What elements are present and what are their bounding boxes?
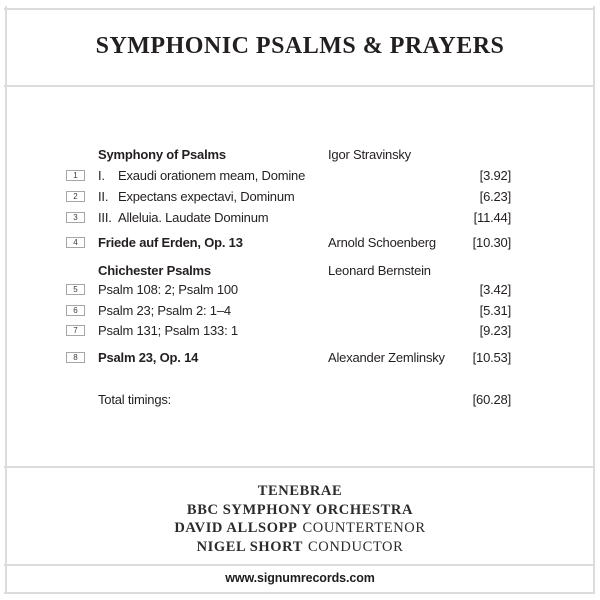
track-number: 2 (73, 192, 78, 201)
track-title: Psalm 23; Psalm 2: 1–4 (98, 303, 231, 318)
track-timing: [6.23] (479, 189, 511, 204)
composer-name: Alexander Zemlinsky (328, 350, 445, 365)
track-number: 8 (73, 353, 78, 362)
track-row (66, 324, 511, 338)
work-title: Chichester Psalms (98, 263, 211, 278)
performer-name: TENEBRAE (257, 483, 343, 499)
performer-role: CONDUCTOR (308, 538, 404, 555)
frame-bottom-line (4, 592, 595, 594)
work-heading-row (66, 264, 511, 278)
track-number: 1 (73, 171, 78, 180)
track-title: Alleluia. Laudate Dominum (118, 210, 269, 225)
track-number: 7 (73, 326, 78, 335)
track-row (66, 169, 511, 183)
track-title: Psalm 108: 2; Psalm 100 (98, 282, 238, 297)
performer-name: NIGEL SHORT (196, 538, 304, 555)
track-number: 6 (73, 306, 78, 315)
performer-line (0, 519, 600, 538)
work-heading-row (66, 148, 511, 162)
track-timing: [3.92] (479, 168, 511, 183)
work-title: Symphony of Psalms (98, 147, 226, 162)
track-number-box (66, 305, 85, 316)
total-timing: [60.28] (472, 392, 511, 407)
movement-numeral: I. (98, 168, 105, 183)
track-number-box (66, 284, 85, 295)
performers-block (0, 482, 600, 556)
track-title: Expectans expectavi, Dominum (118, 189, 295, 204)
performers-top-divider-line (4, 466, 595, 468)
frame-top-line (4, 8, 595, 10)
performer-role: COUNTERTENOR (302, 520, 426, 536)
album-title: SYMPHONIC PSALMS & PRAYERS (95, 33, 505, 59)
website-url: www.signumrecords.com (225, 571, 375, 585)
title-divider-line (4, 85, 595, 87)
track-timing: [5.31] (479, 303, 511, 318)
total-timings-row (66, 393, 511, 407)
performer-line (0, 482, 600, 501)
track-number: 4 (73, 238, 78, 247)
performer-name: DAVID ALLSOPP (174, 520, 298, 536)
track-timing: [10.53] (472, 350, 511, 365)
track-row (66, 351, 511, 365)
track-row (66, 190, 511, 204)
track-number-box (66, 212, 85, 223)
track-number-box (66, 325, 85, 336)
performers-bottom-divider-line (4, 564, 595, 566)
work-title: Psalm 23, Op. 14 (98, 350, 199, 365)
track-number-box (66, 352, 85, 363)
performer-line (0, 538, 600, 557)
track-timing: [11.44] (473, 210, 511, 225)
performer-name: BBC SYMPHONY ORCHESTRA (186, 501, 414, 518)
track-timing: [9.23] (479, 323, 511, 338)
composer-name: Leonard Bernstein (328, 263, 431, 278)
movement-numeral: II. (98, 189, 109, 204)
composer-name: Igor Stravinsky (328, 147, 411, 162)
movement-numeral: III. (98, 210, 112, 225)
track-number: 3 (73, 213, 78, 222)
track-row (66, 304, 511, 318)
work-title: Friede auf Erden, Op. 13 (98, 235, 243, 250)
performer-line (0, 501, 600, 520)
total-timings-label: Total timings: (98, 392, 172, 407)
track-number-box (66, 170, 85, 181)
track-timing: [10.30] (472, 235, 511, 250)
track-row (66, 236, 511, 250)
track-row (66, 211, 511, 225)
composer-name: Arnold Schoenberg (328, 235, 436, 250)
track-timing: [3.42] (479, 282, 511, 297)
track-row (66, 283, 511, 297)
track-title: Psalm 131; Psalm 133: 1 (98, 323, 238, 338)
track-number-box (66, 191, 85, 202)
track-number-box (66, 237, 85, 248)
track-number: 5 (73, 285, 78, 294)
track-title: Exaudi orationem meam, Domine (118, 168, 306, 183)
